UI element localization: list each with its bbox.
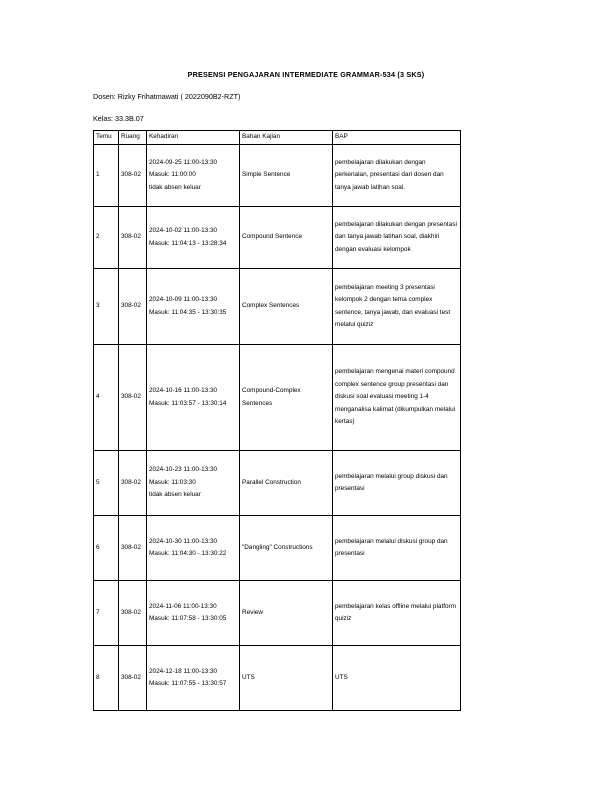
table-row [94,646,461,711]
table-header-row [94,131,461,145]
col-header-bahan: Bahan Kajian [240,131,333,145]
cell-temu: 5 [94,451,119,516]
cell-bahan-kajian: Parallel Construction [240,451,333,516]
kehadiran-line: Masuk: 11:04:30 - 13:30:22 [149,550,227,557]
cell-bahan-kajian: Review [240,581,333,646]
cell-bap: pembelajaran meeting 3 presentasi kelompok 2 dengan tema complex sentence, tanya jawab, dan evaluasi test melalui quiziz [333,269,461,345]
kehadiran-line: Masuk: 11:03:57 - 13:30:14 [149,399,227,407]
table-row [94,145,461,207]
cell-ruang: 308-02 [119,145,147,207]
cell-bap: pembelajaran melalui group diskusi dan presentasi [333,451,461,516]
cell-ruang: 308-02 [119,207,147,269]
class-line: Kelas: 33.3B.07 [93,114,144,123]
cell-ruang: 308-02 [119,269,147,345]
cell-kehadiran [147,581,240,646]
lecturer-line: Dosen: Rizky Frihatmawati ( 2022090B2-RZT) [93,92,241,101]
kehadiran-line: 2024-09-25 11:00-13:30 [149,158,218,166]
cell-kehadiran [147,145,240,207]
kehadiran-line: Masuk: 11:04:35 - 13:30:35 [149,308,227,316]
kehadiran-line: 2024-10-23 11:00-13:30 [149,466,218,474]
cell-kehadiran [147,207,240,269]
kehadiran-line: Masuk: 11:07:55 - 13:30:57 [149,680,227,687]
cell-temu: 7 [94,581,119,646]
cell-bahan-kajian: Complex Sentences [240,269,333,345]
cell-ruang: 308-02 [119,646,147,711]
cell-kehadiran [147,345,240,451]
cell-ruang: 308-02 [119,451,147,516]
table-row [94,581,461,646]
kehadiran-line: 2024-11-06 11:00-13:30 [149,602,217,610]
cell-temu: 3 [94,269,119,345]
cell-bahan-kajian: Compound-Complex Sentences [240,345,333,451]
cell-bap: pembelajaran mengenai materi compound complex sentence group presentasi dan diskusi soal evaluasi meeting 1-4 menganalisa kalimat (dikumpulkan melalui kertas) [333,345,461,451]
table-row [94,269,461,345]
cell-bahan-kajian: Simple Sentence [240,145,333,207]
kehadiran-line: 2024-10-09 11:00-13:30 [149,296,218,303]
kehadiran-line: tidak absen keluar [149,491,201,499]
kehadiran-line: 2024-10-02 11:00-13:30 [149,227,218,234]
cell-bap: pembelajaran dilakukan dengan presentasi dan tanya jawab latihan soal, diakhiri dengan evaluasi kelompok [333,207,461,269]
kehadiran-line: 2024-12-18 11:00-13:30 [149,667,218,675]
cell-bahan-kajian: "Dangling" Constructions [240,516,333,581]
kehadiran-line: Masuk: 11:00:00 [149,171,196,179]
cell-temu: 1 [94,145,119,207]
kehadiran-line: Masuk: 11:03:30 [149,478,196,486]
cell-bahan-kajian: Compound Sentence [240,207,333,269]
kehadiran-line: tidak absen keluar [149,183,201,191]
cell-kehadiran [147,451,240,516]
table-row [94,207,461,269]
cell-kehadiran [147,516,240,581]
cell-ruang: 308-02 [119,345,147,451]
document-title: PRESENSI PENGAJARAN INTERMEDIATE GRAMMAR-534 (3 SKS) [187,70,425,79]
cell-temu: 8 [94,646,119,711]
kehadiran-line: 2024-10-30 11:00-13:30 [149,537,218,545]
kehadiran-line: Masuk: 11:04:13 - 13:28:34 [149,239,227,247]
cell-temu: 4 [94,345,119,451]
cell-kehadiran [147,269,240,345]
cell-ruang: 308-02 [119,516,147,581]
cell-bap: pembelajaran melalui diskusi group dan presentasi [333,516,461,581]
cell-temu: 2 [94,207,119,269]
cell-bap: pembelajaran kelas offline melalui platform quiziz [333,581,461,646]
cell-bahan-kajian: UTS [240,646,333,711]
attendance-table [93,130,461,711]
col-header-ruang: Ruang [119,131,147,145]
cell-bap: pembelajaran dilakukan dengan perkenalan, presentasi dari dosen dan tanya jawab latihan soal. [333,145,461,207]
col-header-bap: BAP [333,131,461,145]
table-row [94,451,461,516]
kehadiran-line: Masuk: 11:07:58 - 13:30:05 [149,615,227,622]
cell-kehadiran [147,646,240,711]
cell-temu: 6 [94,516,119,581]
col-header-kehadiran: Kehadiran [147,131,240,145]
table-row [94,345,461,451]
col-header-temu: Temu [94,131,119,145]
table-row [94,516,461,581]
kehadiran-line: 2024-10-16 11:00-13:30 [149,387,218,394]
cell-ruang: 308-02 [119,581,147,646]
cell-bap: UTS [333,646,461,711]
